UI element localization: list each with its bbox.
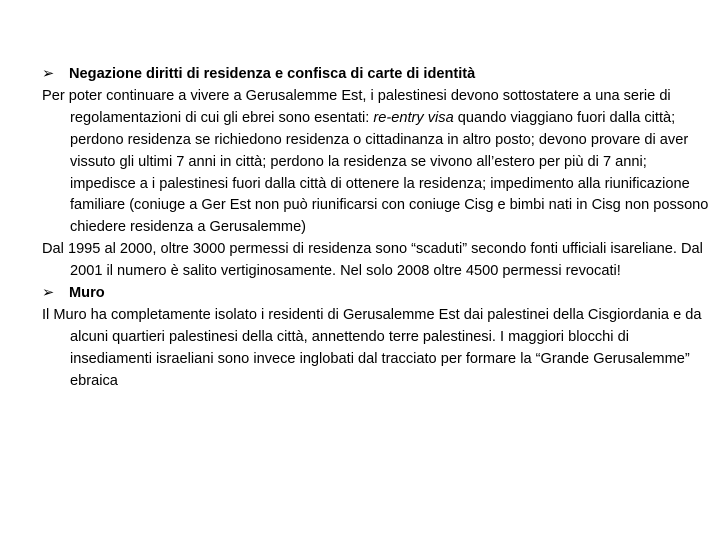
- arrow-bullet-icon: ➢: [42, 285, 55, 302]
- heading-wall: [42, 283, 710, 305]
- heading-residency-rights: [42, 64, 710, 86]
- slide-content: [42, 64, 710, 393]
- heading-residency-rights-text: Negazione diritti di residenza e confisca di carte di identità: [69, 66, 476, 82]
- re-entry-visa-term: re-entry visa: [373, 109, 454, 126]
- paragraph-residency-regulations-text-end: quando viaggiano fuori dalla città; perdono residenza se richiedono residenza o cittadinanza in altro posto; devono provare di aver vissuto gli ultimi 7 anni in città; perdono la residenza se vivono all’estero per più di 7 anni; impedisce a i palestinesi fuori dalla città di ottenere la residenza; impedimento alla riunificazione familiare (coniuge a Ger Est non può riunificarsi con coniuge Cisg e bimbi nati in Cisg non possono chiedere residenza a Gerusalemme): [70, 109, 709, 236]
- heading-wall-text: Muro: [69, 285, 105, 302]
- paragraph-residency-regulations-text-start: Per poter continuare a vivere a Gerusalemme Est, i palestinesi devono sottostatere a una serie di regolamentazioni di cui gli ebrei sono esentati:: [42, 87, 671, 126]
- paragraph-residency-regulations: [42, 86, 710, 239]
- paragraph-permits-revoked: Dal 1995 al 2000, oltre 3000 permessi di residenza sono “scaduti” secondo fonti ufficiali isareliane. Dal 2001 il numero è salito vertiginosamente. Nel solo 2008 oltre 4500 permessi revocati!: [42, 241, 703, 280]
- arrow-bullet-icon: ➢: [42, 66, 55, 82]
- paragraph-wall-isolation: Il Muro ha completamente isolato i residenti di Gerusalemme Est dai palestinei della Cisgiordania e da alcuni quartieri palestinesi della città, annettendo terre palestinesi. I maggiori blocchi di insediamenti israeliani sono invece inglobati dal tracciato per formare la “Grande Gerusalemme” ebraica: [42, 306, 702, 389]
